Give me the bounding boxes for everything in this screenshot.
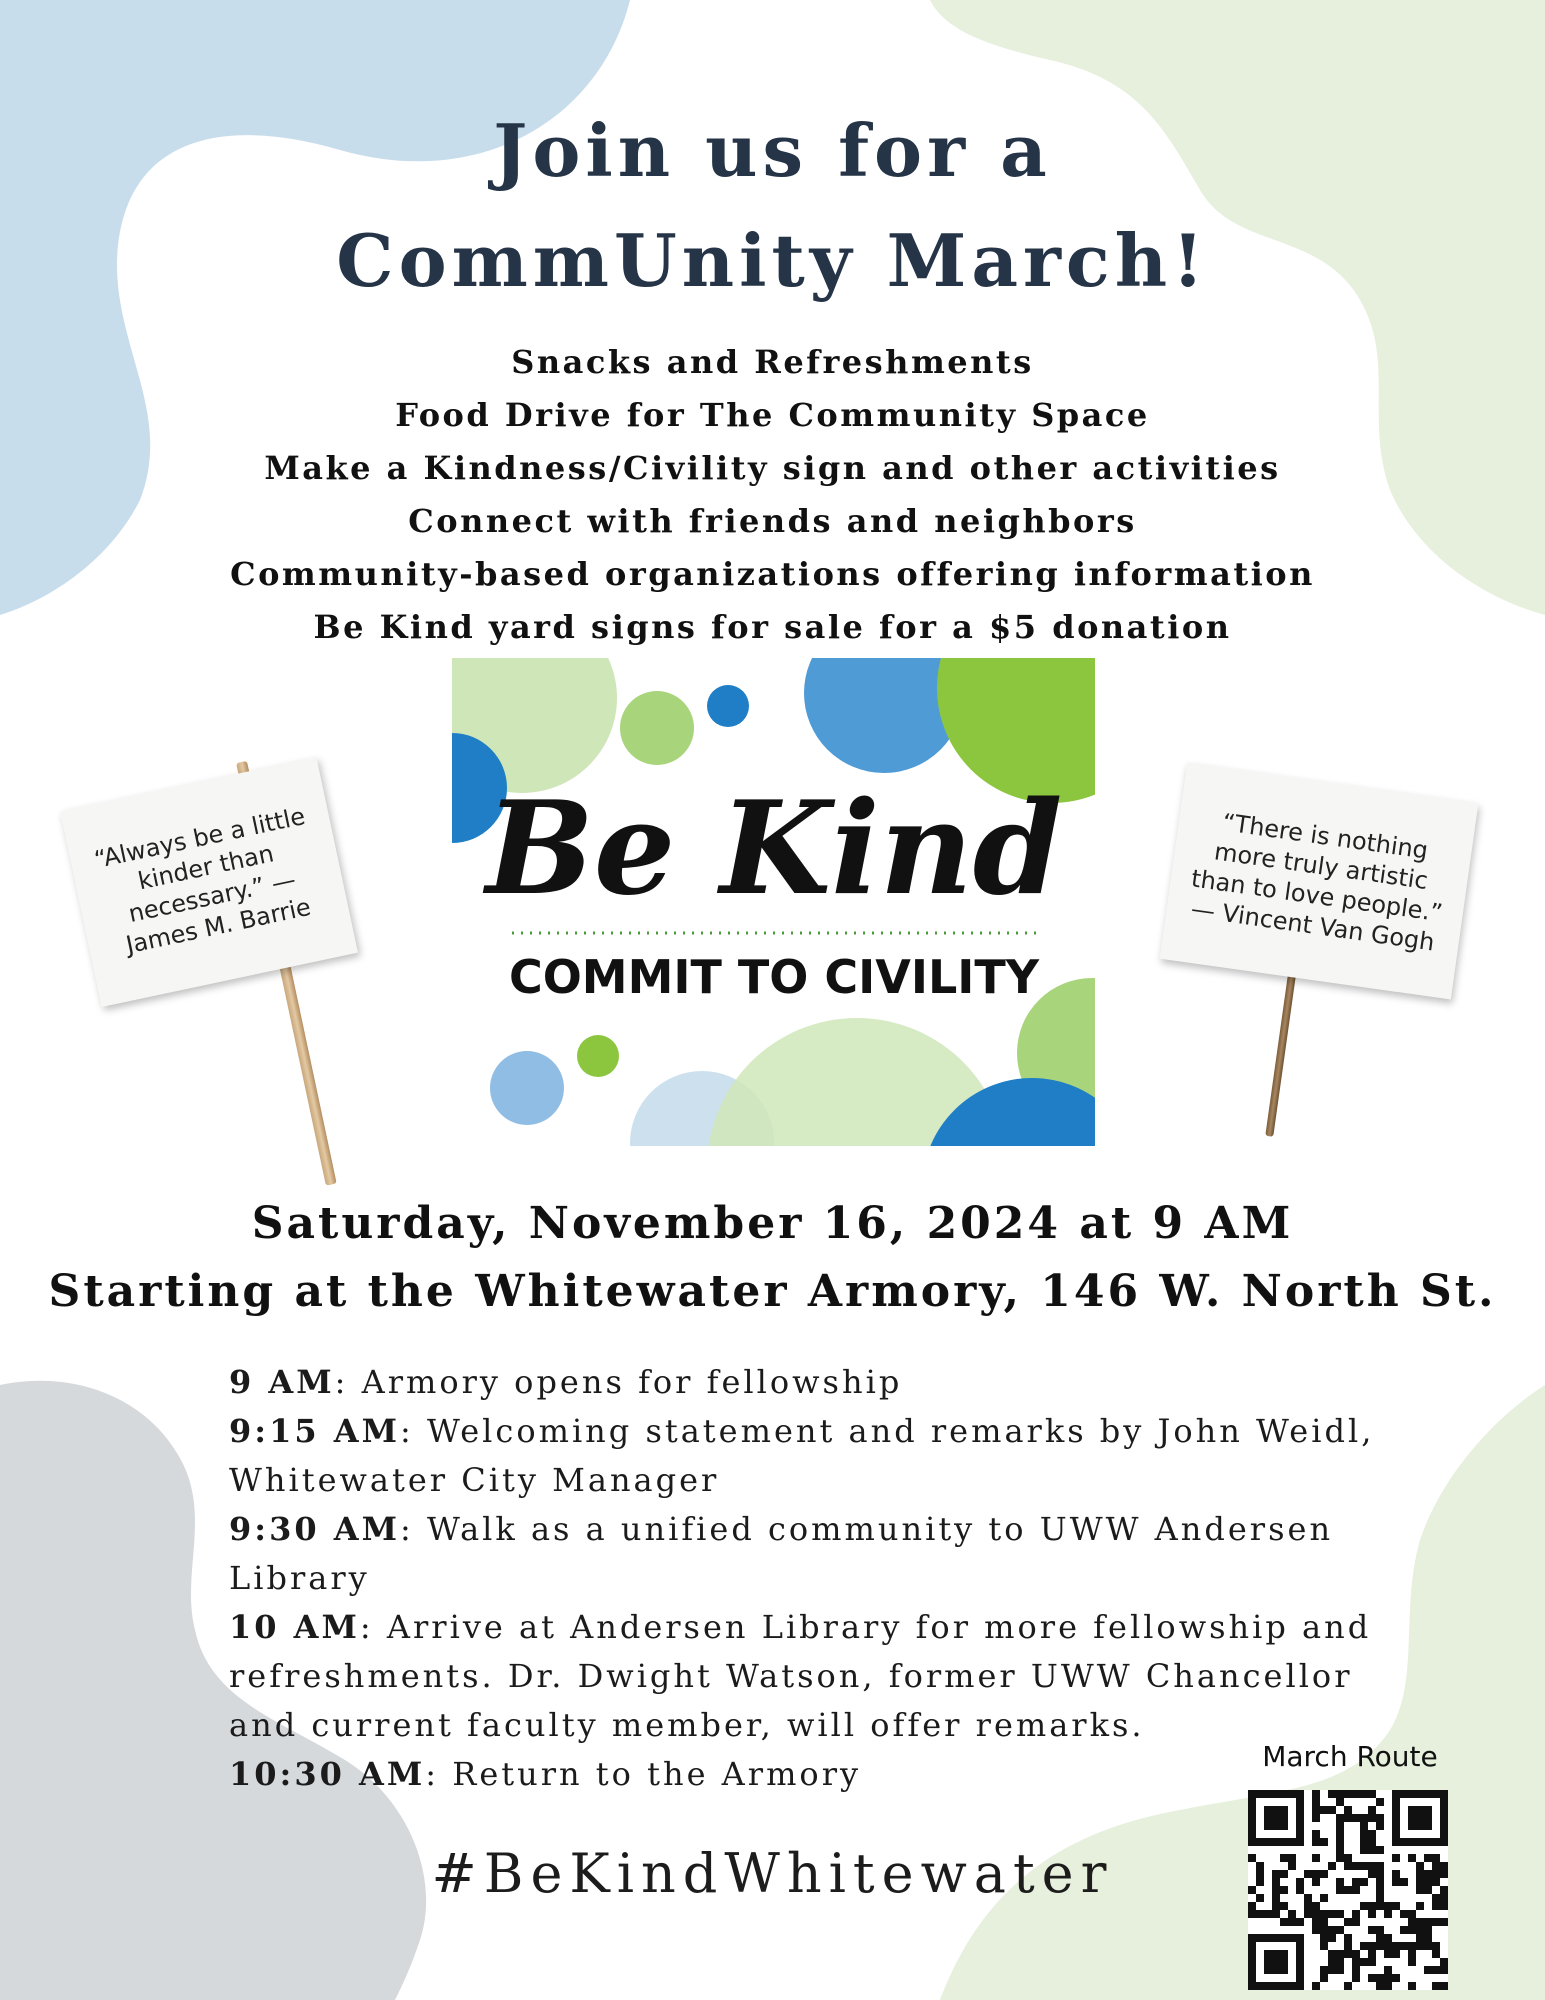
logo-circle <box>577 1035 619 1077</box>
highlights-list <box>0 336 1545 654</box>
highlight-item: Snacks and Refreshments <box>511 343 1034 381</box>
be-kind-logo <box>452 658 1095 1146</box>
highlight-item: Food Drive for The Community Space <box>395 396 1150 434</box>
logo-circle <box>707 685 749 727</box>
schedule-description: : Welcoming statement and remarks by John Weidl, Whitewater City Manager <box>229 1412 1375 1499</box>
schedule-time: 10:30 AM <box>229 1755 426 1793</box>
highlight-item: Community-based organizations offering information <box>230 555 1315 593</box>
schedule-time: 9:15 AM <box>229 1412 400 1450</box>
schedule-time: 9 AM <box>229 1363 335 1401</box>
march-route-qr-code[interactable] <box>1248 1790 1448 1990</box>
quote-sign-right <box>1160 763 1479 1000</box>
event-date: Saturday, November 16, 2024 at 9 AM <box>251 1198 1294 1249</box>
highlight-item: Connect with friends and neighbors <box>408 502 1137 540</box>
schedule-item <box>229 1603 1409 1750</box>
schedule-description: : Return to the Armory <box>425 1755 862 1793</box>
logo-tagline: COMMIT TO CIVILITY <box>508 950 1040 1004</box>
schedule-item <box>229 1505 1409 1603</box>
highlight-item: Make a Kindness/Civility sign and other activities <box>264 449 1281 487</box>
schedule-time: 9:30 AM <box>229 1510 400 1548</box>
page-title-line-2: CommUnity March! <box>336 218 1209 303</box>
schedule-list <box>229 1358 1409 1799</box>
event-location: Starting at the Whitewater Armory, 146 W. North St. <box>48 1266 1497 1317</box>
schedule-item <box>229 1358 1409 1407</box>
hashtag: #BeKindWhitewater <box>431 1842 1114 1905</box>
schedule-time: 10 AM <box>229 1608 360 1646</box>
logo-circle <box>620 691 694 765</box>
logo-headline: Be Kind <box>485 774 1063 924</box>
quote-sign-right-text: “There is nothing more truly artistic than to love people.” — Vincent Van Gogh <box>1189 808 1445 957</box>
highlight-item: Be Kind yard signs for sale for a $5 donation <box>313 608 1232 646</box>
schedule-description: : Arrive at Andersen Library for more fellowship and refreshments. Dr. Dwight Watson, former UWW Chancellor and current faculty member, will offer remarks. <box>229 1608 1372 1744</box>
page-title-line-1: Join us for a <box>493 108 1052 193</box>
schedule-item <box>229 1750 1409 1799</box>
quote-sign-left-text: “Always be a little kinder than necessary.” — James M. Barrie <box>91 801 314 960</box>
schedule-item <box>229 1407 1409 1505</box>
schedule-description: : Walk as a unified community to UWW Andersen Library <box>229 1510 1334 1597</box>
schedule-description: : Armory opens for fellowship <box>334 1363 903 1401</box>
march-route-label: March Route <box>1262 1740 1438 1773</box>
logo-circle <box>490 1051 564 1125</box>
